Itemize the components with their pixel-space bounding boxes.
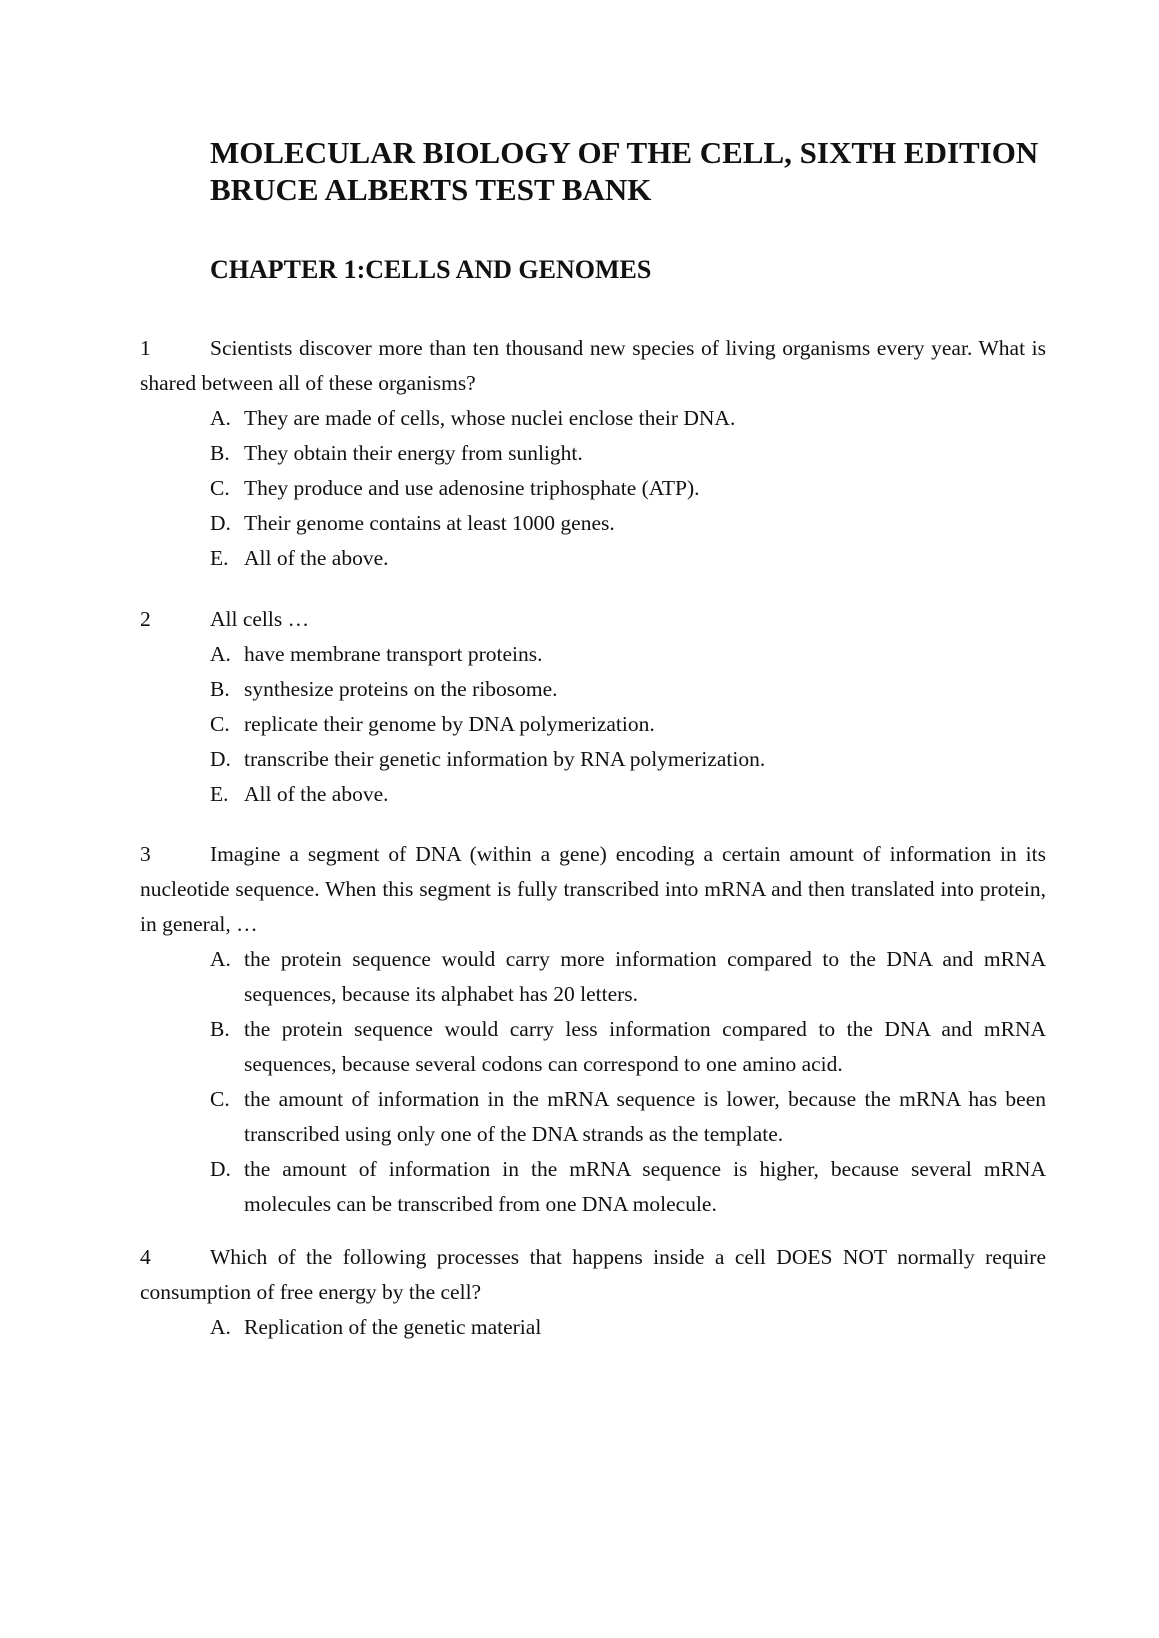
- option-letter: C.: [210, 712, 230, 736]
- answer-option-c: [210, 707, 1046, 742]
- option-letter: E.: [210, 546, 229, 570]
- option-letter: D.: [210, 747, 231, 771]
- option-text: the protein sequence would carry less information compared to the DNA and mRNA sequences, because several codons can correspond to one amino acid.: [244, 1017, 1046, 1076]
- option-text: Their genome contains at least 1000 genes.: [244, 511, 615, 535]
- option-text: They obtain their energy from sunlight.: [244, 441, 583, 465]
- answer-options: [140, 637, 1046, 812]
- question-number: 2: [140, 607, 151, 631]
- answer-option-c: [210, 1082, 1046, 1152]
- answer-option-d: [210, 506, 1046, 541]
- option-letter: E.: [210, 782, 229, 806]
- answer-option-d: [210, 742, 1046, 777]
- question-number: 1: [140, 336, 151, 360]
- answer-option-a: [210, 1310, 1046, 1345]
- option-text: They produce and use adenosine triphosphate (ATP).: [244, 476, 700, 500]
- document-title: [210, 134, 1090, 208]
- option-letter: A.: [210, 406, 231, 430]
- question-4: [140, 1240, 1046, 1345]
- question-stem: [140, 602, 1046, 637]
- option-text: synthesize proteins on the ribosome.: [244, 677, 558, 701]
- question-stem: [140, 1240, 1046, 1310]
- option-text: replicate their genome by DNA polymerization.: [244, 712, 655, 736]
- question-stem: [140, 837, 1046, 942]
- answer-options: [140, 401, 1046, 576]
- answer-option-a: [210, 637, 1046, 672]
- option-text: They are made of cells, whose nuclei enclose their DNA.: [244, 406, 736, 430]
- option-letter: C.: [210, 1087, 230, 1111]
- option-text: Replication of the genetic material: [244, 1315, 542, 1339]
- option-letter: A.: [210, 1315, 231, 1339]
- question-3: [140, 837, 1046, 1222]
- answer-options: [140, 942, 1046, 1222]
- option-letter: B.: [210, 441, 230, 465]
- question-number: 3: [140, 842, 151, 866]
- option-text: All of the above.: [244, 546, 389, 570]
- chapter-heading: CHAPTER 1:CELLS AND GENOMES: [210, 255, 652, 284]
- question-text: Scientists discover more than ten thousand new species of living organisms every year. What is shared between all of these organisms?: [140, 336, 1046, 395]
- answer-option-b: [210, 672, 1046, 707]
- option-text: the protein sequence would carry more information compared to the DNA and mRNA sequences, because its alphabet has 20 letters.: [244, 947, 1046, 1006]
- answer-option-e: [210, 777, 1046, 812]
- answer-option-e: [210, 541, 1046, 576]
- question-text: Imagine a segment of DNA (within a gene) encoding a certain amount of information in its nucleotide sequence. When this segment is fully transcribed into mRNA and then translated into protein, in general, …: [140, 842, 1046, 936]
- option-text: the amount of information in the mRNA sequence is lower, because the mRNA has been transcribed using only one of the DNA strands as the template.: [244, 1087, 1046, 1146]
- question-text: Which of the following processes that happens inside a cell DOES NOT normally require consumption of free energy by the cell?: [140, 1245, 1046, 1304]
- option-text: All of the above.: [244, 782, 389, 806]
- question-1: [140, 331, 1046, 576]
- option-text: have membrane transport proteins.: [244, 642, 543, 666]
- option-letter: D.: [210, 511, 231, 535]
- answer-option-d: [210, 1152, 1046, 1222]
- question-stem: [140, 331, 1046, 401]
- question-2: [140, 602, 1046, 812]
- option-text: transcribe their genetic information by RNA polymerization.: [244, 747, 766, 771]
- answer-option-b: [210, 436, 1046, 471]
- option-letter: B.: [210, 677, 230, 701]
- answer-option-b: [210, 1012, 1046, 1082]
- title-line-2: BRUCE ALBERTS TEST BANK: [210, 172, 652, 207]
- option-letter: B.: [210, 1017, 230, 1041]
- option-letter: D.: [210, 1157, 231, 1181]
- answer-option-a: [210, 942, 1046, 1012]
- option-letter: A.: [210, 947, 231, 971]
- answer-option-a: [210, 401, 1046, 436]
- option-letter: C.: [210, 476, 230, 500]
- question-text: All cells …: [210, 607, 310, 631]
- title-line-1: MOLECULAR BIOLOGY OF THE CELL, SIXTH EDITION: [210, 135, 1039, 170]
- question-number: 4: [140, 1245, 151, 1269]
- answer-options: [140, 1310, 1046, 1345]
- answer-option-c: [210, 471, 1046, 506]
- option-letter: A.: [210, 642, 231, 666]
- option-text: the amount of information in the mRNA sequence is higher, because several mRNA molecules can be transcribed from one DNA molecule.: [244, 1157, 1046, 1216]
